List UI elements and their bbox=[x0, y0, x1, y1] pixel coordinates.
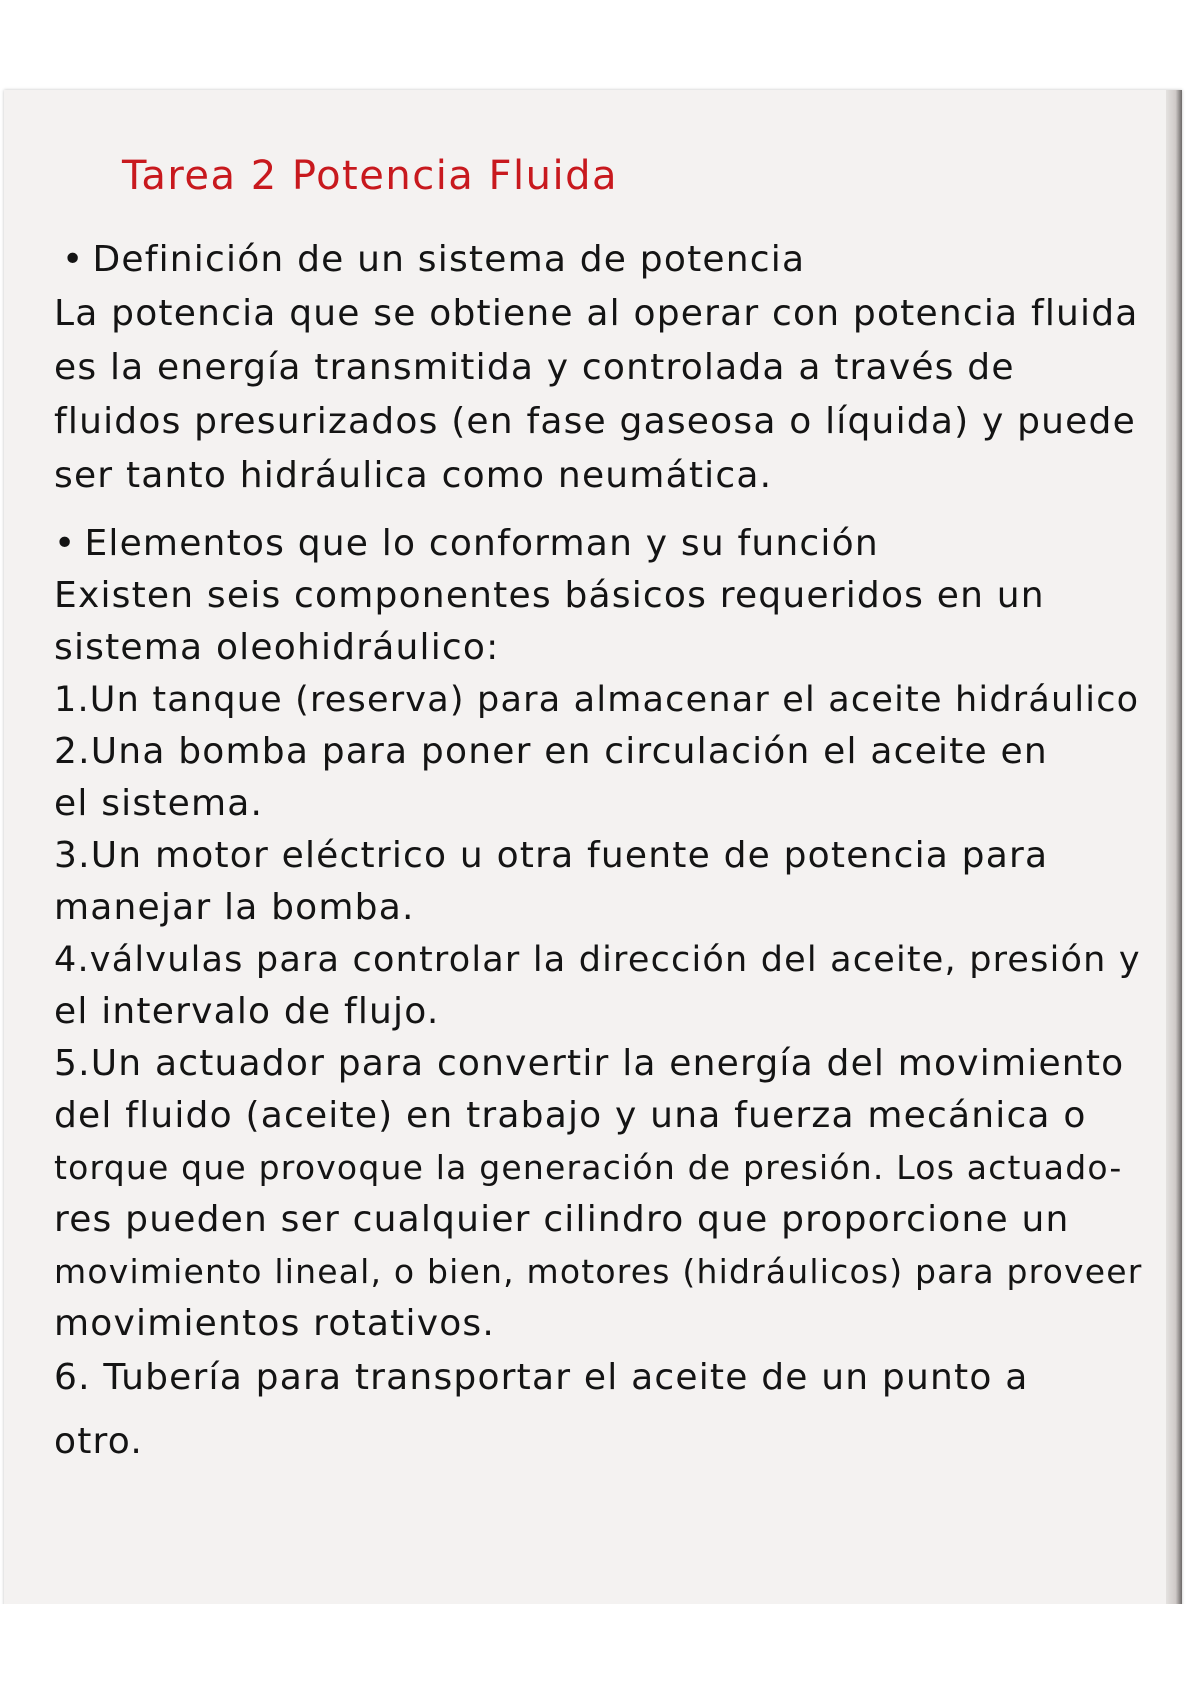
list-item-2-cont: el sistema. bbox=[54, 783, 264, 824]
list-item-5-cont-1: del fluido (aceite) en trabajo y una fuerza mecánica o bbox=[54, 1095, 1087, 1136]
list-item-4-cont: el intervalo de flujo. bbox=[54, 991, 440, 1032]
section1-heading bbox=[62, 238, 805, 282]
bullet-2: • bbox=[54, 523, 77, 564]
list-item-3: 3.Un motor eléctrico u otra fuente de potencia para bbox=[54, 835, 1049, 876]
section2-heading-text: Elementos que lo conforman y su función bbox=[84, 523, 879, 564]
section2-line-1: Existen seis componentes básicos requeridos en un bbox=[54, 575, 1045, 616]
section1-line-2: es la energía transmitida y controlada a través de bbox=[54, 347, 1015, 388]
list-item-5-cont-2: torque que provoque la generación de presión. Los actuado- bbox=[54, 1148, 1123, 1187]
section2-heading bbox=[54, 522, 879, 566]
list-item-5-cont-5: movimientos rotativos. bbox=[54, 1303, 496, 1344]
section1-line-3: fluidos presurizados (en fase gaseosa o líquida) y puede bbox=[54, 401, 1136, 442]
list-item-6: 6. Tubería para transportar el aceite de un punto a bbox=[54, 1357, 1029, 1398]
list-item-5-cont-3: res pueden ser cualquier cilindro que proporcione un bbox=[54, 1199, 1070, 1240]
list-item-2: 2.Una bomba para poner en circulación el aceite en bbox=[54, 731, 1048, 772]
section1-line-1: La potencia que se obtiene al operar con potencia fluida bbox=[54, 293, 1139, 334]
section1-line-4: ser tanto hidráulica como neumática. bbox=[54, 455, 773, 496]
list-item-4: 4.válvulas para controlar la dirección del aceite, presión y bbox=[54, 940, 1141, 980]
page-edge-shadow bbox=[1166, 90, 1182, 1610]
background-bottom bbox=[0, 1604, 1200, 1696]
list-item-5-cont-4: movimiento lineal, o bien, motores (hidráulicos) para proveer bbox=[54, 1252, 1143, 1291]
background-top bbox=[0, 0, 1200, 92]
page-title: Tarea 2 Potencia Fluida bbox=[122, 153, 619, 199]
bullet-1: • bbox=[62, 239, 85, 280]
list-item-5: 5.Un actuador para convertir la energía del movimiento bbox=[54, 1043, 1125, 1084]
list-item-3-cont: manejar la bomba. bbox=[54, 887, 415, 928]
list-item-6-cont: otro. bbox=[54, 1421, 143, 1462]
section2-line-2: sistema oleohidráulico: bbox=[54, 627, 500, 668]
section1-heading-text: Definición de un sistema de potencia bbox=[92, 239, 806, 280]
list-item-1: 1.Un tanque (reserva) para almacenar el aceite hidráulico bbox=[54, 680, 1140, 720]
notebook-page bbox=[4, 90, 1182, 1610]
